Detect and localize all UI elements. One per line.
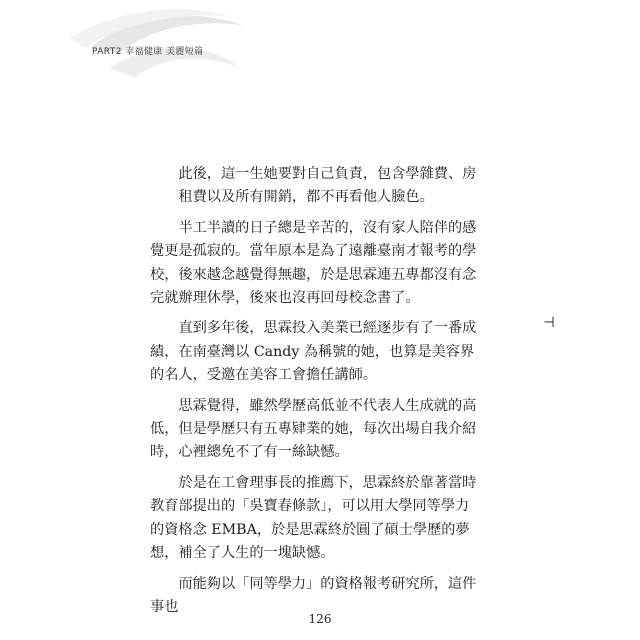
paragraph: 此後，這一生她要對自己負責，包含學雜費、房租費以及所有開銷，都不再看他人臉色。 [178, 166, 477, 206]
running-header: PART2 幸福健康 美麗短篇 [92, 47, 204, 57]
margin-mark: ⊣ [543, 315, 556, 331]
paragraph: 於是在工會理事長的推薦下，思霖終於靠著當時教育部提出的「吳寶春條款」，可以用大學同等學力的資格念 EMBA，於是思霖終於圓了碩士學歷的夢想，補全了人生的一塊缺憾。 [150, 474, 477, 562]
page-number: 126 [308, 612, 332, 626]
body-text [150, 163, 480, 626]
paragraph: 思霖覺得，雖然學歷高低並不代表人生成就的高低，但是學歷只有五專肄業的她，每次出場自我介紹時，心裡總免不了有一絲缺憾。 [150, 397, 477, 461]
paragraph: 直到多年後，思霖投入美業已經逐步有了一番成績，在南臺灣以 Candy 為稱號的她，也算是美容界的名人，受邀在美容工會擔任講師。 [150, 320, 477, 384]
paragraph: 半工半讀的日子總是辛苦的，沒有家人陪伴的感覺更是孤寂的。當年原本是為了遠離臺南才報考的學校，後來越念越覺得無趣，於是思霖連五專都沒有念完就辦理休學，後來也沒再回母校念書了。 [150, 219, 477, 307]
paragraph: 而能夠以「同等學力」的資格報考研究所，這件事也 [150, 575, 477, 615]
